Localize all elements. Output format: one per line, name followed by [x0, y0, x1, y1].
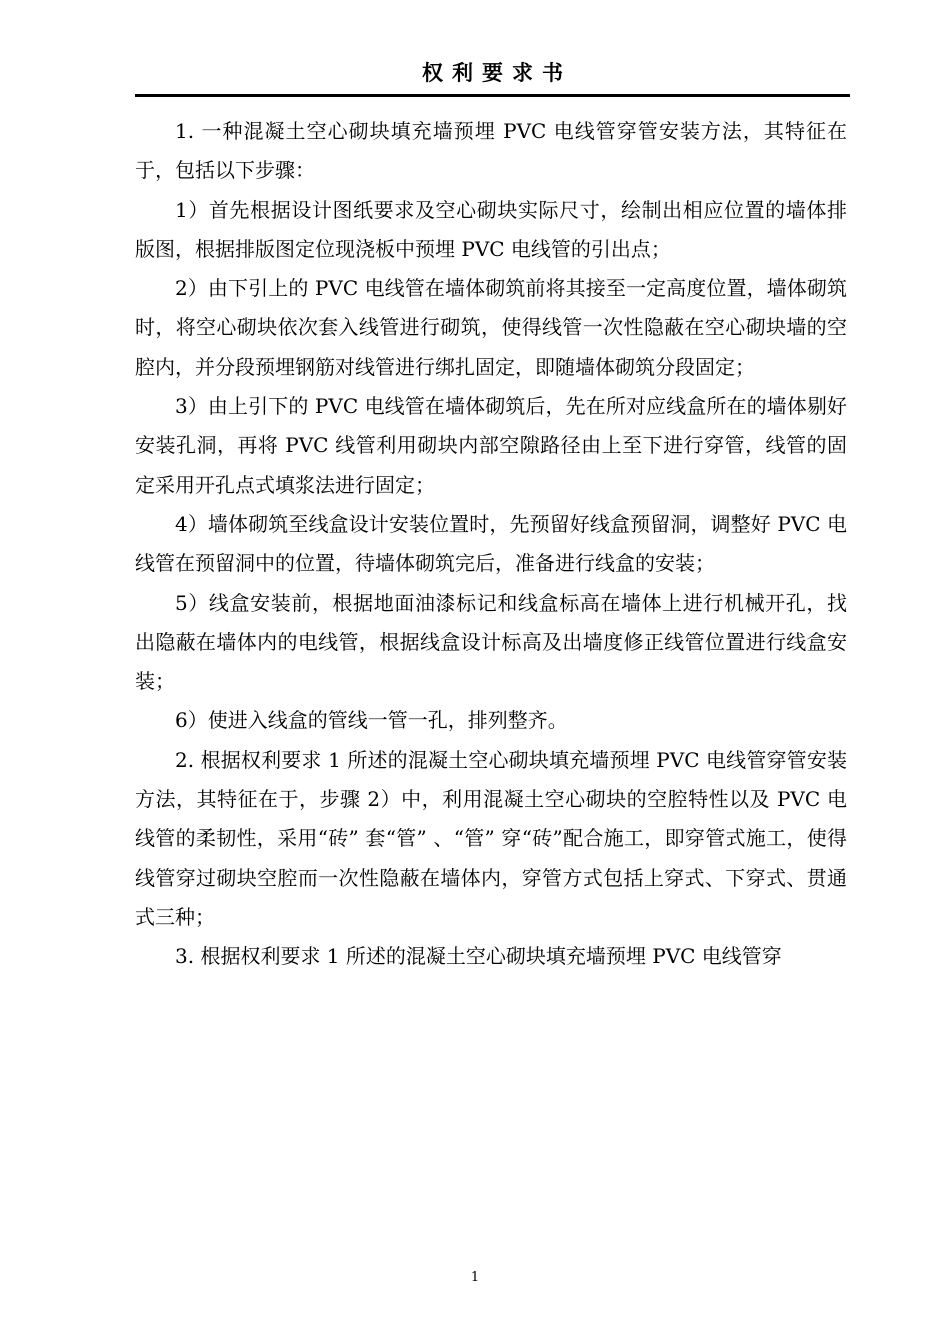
- page-header: [135, 58, 850, 98]
- claim-1-step-2: 2）由下引上的 PVC 电线管在墙体砌筑前将其接至一定高度位置，墙体砌筑时，将空心砌块依次套入线管进行砌筑，使得线管一次性隐蔽在空心砌块墙的空腔内，并分段预埋钢筋对线管进行绑扎固定，即随墙体砌筑分段固定；: [135, 276, 847, 379]
- header-rule: [135, 94, 850, 97]
- claim-2: 2. 根据权利要求 1 所述的混凝土空心砌块填充墙预埋 PVC 电线管穿管安装方法，其特征在于，步骤 2）中，利用混凝土空心砌块的空腔特性以及 PVC 电线管的柔韧性，采用“砖” 套“管” 、“管” 穿“砖”配合施工，即穿管式施工，使得线管穿过砌块空腔而一次性隐蔽在墙体内，穿管方式包括上穿式、下穿式、贯通式三种；: [135, 747, 847, 929]
- claim-1-step-1: 1）首先根据设计图纸要求及空心砌块实际尺寸，绘制出相应位置的墙体排版图，根据排版图定位现浇板中预埋 PVC 电线管的引出点；: [135, 197, 847, 261]
- claim-1-step-5: 5）线盒安装前，根据地面油漆标记和线盒标高在墙体上进行机械开孔，找出隐蔽在墙体内的电线管，根据线盒设计标高及出墙度修正线管位置进行线盒安装；: [135, 590, 847, 694]
- page-title: 权利要求书: [422, 60, 572, 85]
- page-number: 1: [470, 1270, 480, 1285]
- claim-1-intro: 1. 一种混凝土空心砌块填充墙预埋 PVC 电线管穿管安装方法，其特征在于，包括以下步骤：: [135, 119, 847, 183]
- claim-1-step-3: 3）由上引下的 PVC 电线管在墙体砌筑后，先在所对应线盒所在的墙体剔好安装孔洞，再将 PVC 线管利用砌块内部空隙路径由上至下进行穿管，线管的固定采用开孔点式填浆法进行固定；: [135, 394, 847, 497]
- claim-3: 3. 根据权利要求 1 所述的混凝土空心砌块填充墙预埋 PVC 电线管穿: [175, 944, 782, 969]
- claims-body: [135, 112, 847, 977]
- claim-1-step-4: 4）墙体砌筑至线盒设计安装位置时，先预留好线盒预留洞，调整好 PVC 电线管在预留洞中的位置，待墙体砌筑完后，准备进行线盒的安装；: [135, 511, 847, 576]
- claim-1-step-6: 6）使进入线盒的管线一管一孔，排列整齐。: [175, 708, 568, 733]
